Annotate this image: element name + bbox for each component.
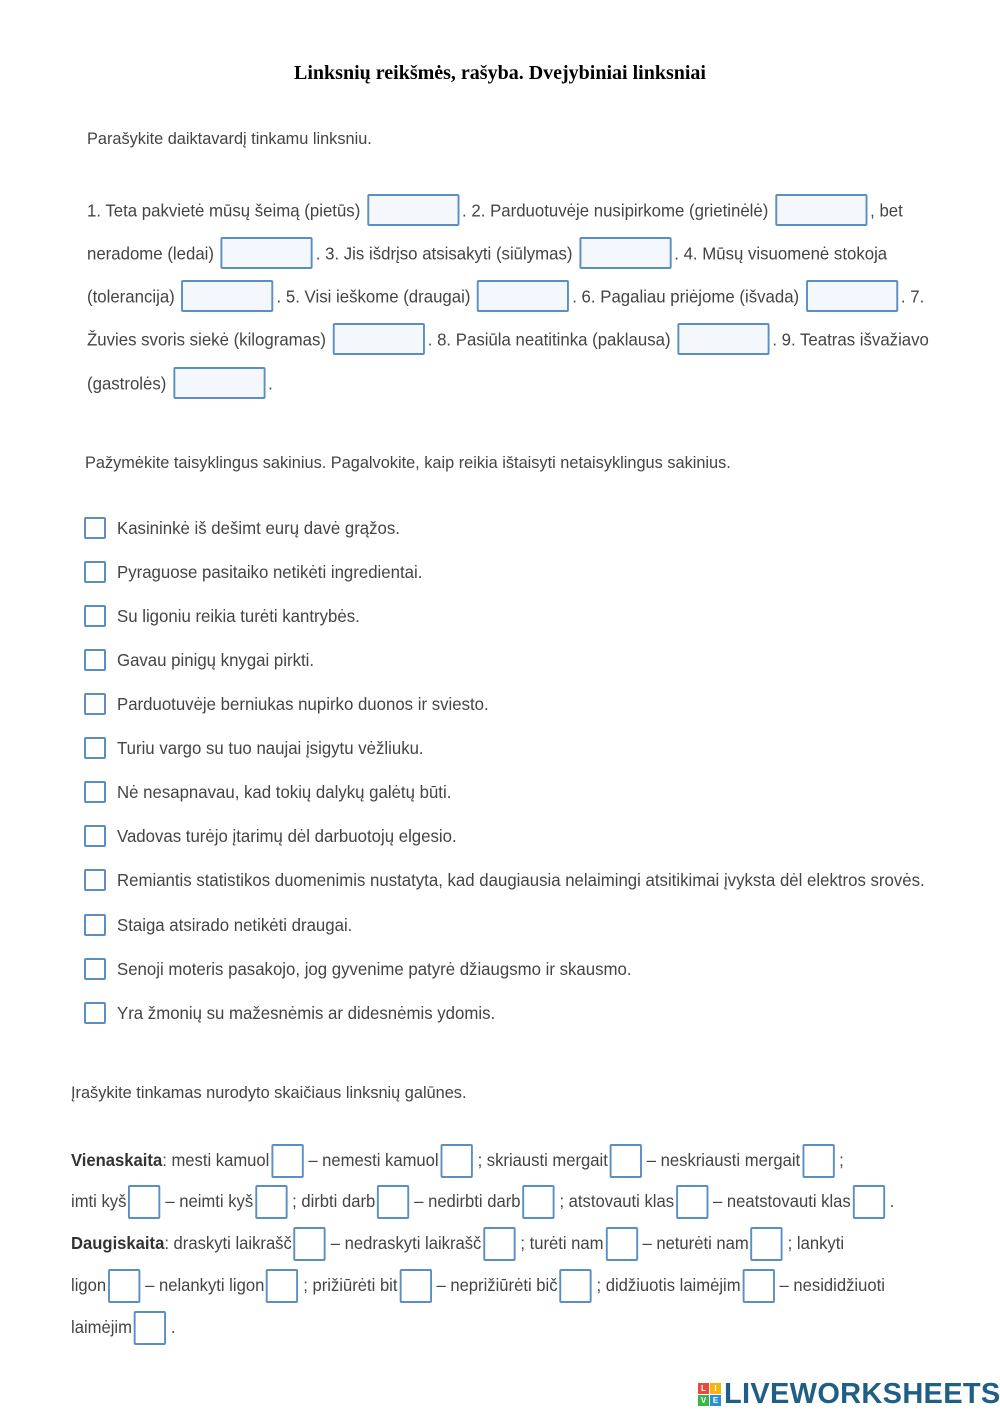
page-title: Linksnių reikšmės, rašyba. Dvejybiniai linksniai xyxy=(294,62,706,84)
text-segment: . xyxy=(268,373,273,394)
logo-mark-icon xyxy=(698,1383,721,1406)
fill-line-2 xyxy=(87,233,887,271)
text-segment: neradome (ledai) xyxy=(87,243,215,264)
ending-input[interactable] xyxy=(266,1269,298,1303)
checkbox-item[interactable] xyxy=(84,513,412,543)
text-segment: . 8. Pasiūla neatitinka (paklausa) xyxy=(427,329,671,350)
logo-letter: E xyxy=(710,1395,721,1406)
text-segment: ; didžiuotis laimėjim xyxy=(596,1275,741,1295)
checkbox-label: Vadovas turėjo įtarimų dėl darbuotojų elgesio. xyxy=(117,825,457,846)
text-segment: . xyxy=(170,1317,176,1337)
checkbox[interactable] xyxy=(84,517,106,539)
checkbox-item[interactable] xyxy=(84,910,362,940)
text-segment: ; skriausti mergait xyxy=(477,1150,608,1170)
text-segment: – nedraskyti laikrašč xyxy=(330,1233,482,1253)
checkbox-label: Turiu vargo su tuo naujai įsigytu vėžliuku. xyxy=(117,737,424,758)
checkbox[interactable] xyxy=(84,693,106,715)
checkbox-item[interactable] xyxy=(84,557,435,587)
checkbox-item[interactable] xyxy=(84,954,653,984)
ending-input[interactable] xyxy=(522,1185,554,1219)
ending-input[interactable] xyxy=(751,1227,783,1261)
checkbox-item[interactable] xyxy=(84,777,465,807)
text-segment: – neprižiūrėti bič xyxy=(436,1275,558,1295)
text-segment: – neskriausti mergait xyxy=(646,1150,801,1170)
answer-input-5[interactable] xyxy=(182,280,274,312)
text-segment: – nesididžiuoti xyxy=(779,1275,885,1295)
ending-input[interactable] xyxy=(742,1269,774,1303)
ending-input[interactable] xyxy=(610,1144,642,1178)
checkbox-label: Nė nesapnavau, kad tokių dalykų galėtų būti. xyxy=(117,781,452,802)
ending-input[interactable] xyxy=(802,1144,834,1178)
checkbox[interactable] xyxy=(84,781,106,803)
ending-input[interactable] xyxy=(108,1269,140,1303)
answer-input-9[interactable] xyxy=(677,323,769,355)
checkbox-label: Staiga atsirado netikėti draugai. xyxy=(117,914,353,935)
text-segment: ; dirbti darb xyxy=(292,1191,376,1211)
text-segment: (tolerancija) xyxy=(87,286,175,307)
checkbox-item[interactable] xyxy=(84,645,322,675)
ending-line-2 xyxy=(71,1181,894,1221)
ending-line-3 xyxy=(71,1223,844,1263)
answer-input-6[interactable] xyxy=(477,280,569,312)
liveworksheets-logo xyxy=(698,1378,1000,1411)
answer-input-3[interactable] xyxy=(221,237,313,269)
checkbox-item[interactable] xyxy=(84,733,436,763)
fill-line-4 xyxy=(87,319,929,357)
text-segment: . 5. Visi ieškome (draugai) xyxy=(276,286,471,307)
text-segment: ligon xyxy=(71,1275,107,1295)
text-segment: (gastrolės) xyxy=(87,373,167,394)
section2-instruction: Pažymėkite taisyklingus sakinius. Pagalvokite, kaip reikia ištaisyti netaisyklingus sakinius. xyxy=(85,453,731,472)
text-segment: . 4. Mūsų visuomenė stokoja xyxy=(674,243,888,264)
answer-input-4[interactable] xyxy=(579,237,671,269)
ending-input[interactable] xyxy=(134,1311,166,1345)
checkbox-item[interactable] xyxy=(84,821,471,851)
checkbox-label: Parduotuvėje berniukas nupirko duonos ir sviesto. xyxy=(117,693,489,714)
daugiskaita-label: Daugiskaita xyxy=(71,1233,165,1253)
ending-input[interactable] xyxy=(128,1185,160,1219)
checkbox-label: Gavau pinigų knygai pirkti. xyxy=(117,649,315,670)
checkbox[interactable] xyxy=(84,737,106,759)
ending-input[interactable] xyxy=(605,1227,637,1261)
text-segment: ; prižiūrėti bit xyxy=(303,1275,398,1295)
text-segment: – nelankyti ligon xyxy=(145,1275,265,1295)
checkbox-item[interactable] xyxy=(84,601,370,631)
text-segment: – neturėti nam xyxy=(642,1233,749,1253)
fill-line-5 xyxy=(87,363,273,401)
checkbox[interactable] xyxy=(84,869,106,891)
checkbox[interactable] xyxy=(84,561,106,583)
answer-input-8[interactable] xyxy=(333,323,425,355)
answer-input-7[interactable] xyxy=(806,280,898,312)
ending-input[interactable] xyxy=(483,1227,515,1261)
text-segment: Žuvies svoris siekė (kilogramas) xyxy=(87,329,326,350)
logo-letter: V xyxy=(698,1395,709,1406)
ending-input[interactable] xyxy=(377,1185,409,1219)
logo-letter: I xyxy=(710,1383,721,1394)
logo-text: LIVEWORKSHEETS xyxy=(724,1378,1000,1410)
checkbox[interactable] xyxy=(84,1002,106,1024)
text-segment: imti kyš xyxy=(71,1191,127,1211)
text-segment: , bet xyxy=(870,200,903,221)
ending-input[interactable] xyxy=(559,1269,591,1303)
checkbox[interactable] xyxy=(84,605,106,627)
checkbox[interactable] xyxy=(84,914,106,936)
text-segment: . xyxy=(889,1191,895,1211)
text-segment: 1. Teta pakvietė mūsų šeimą (pietūs) xyxy=(87,200,361,221)
checkbox-label: Yra žmonių su mažesnėmis ar didesnėmis ydomis. xyxy=(117,1002,496,1023)
text-segment: ; lankyti xyxy=(787,1233,845,1253)
text-segment: : draskyti laikrašč xyxy=(164,1233,292,1253)
text-segment: : mesti kamuol xyxy=(162,1150,270,1170)
ending-line-5 xyxy=(71,1307,176,1347)
checkbox[interactable] xyxy=(84,958,106,980)
text-segment: . 9. Teatras išvažiavo xyxy=(772,329,929,350)
ending-input[interactable] xyxy=(294,1227,326,1261)
text-segment: – neatstovauti klas xyxy=(712,1191,851,1211)
ending-input[interactable] xyxy=(399,1269,431,1303)
ending-line-1 xyxy=(71,1140,844,1180)
answer-input-2[interactable] xyxy=(775,194,867,226)
logo-letter: L xyxy=(698,1383,709,1394)
ending-input[interactable] xyxy=(676,1185,708,1219)
text-segment: – nemesti kamuol xyxy=(308,1150,439,1170)
checkbox[interactable] xyxy=(84,825,106,847)
answer-input-10[interactable] xyxy=(173,367,265,399)
text-segment: . 3. Jis išdrįso atsisakyti (siūlymas) xyxy=(315,243,573,264)
ending-input[interactable] xyxy=(853,1185,885,1219)
text-segment: – neimti kyš xyxy=(165,1191,254,1211)
text-segment: laimėjim xyxy=(71,1317,132,1337)
checkbox[interactable] xyxy=(84,649,106,671)
checkbox-item[interactable] xyxy=(84,689,504,719)
fill-line-3 xyxy=(87,276,924,314)
ending-line-4 xyxy=(71,1265,885,1305)
ending-input[interactable] xyxy=(255,1185,287,1219)
vienaskaita-label: Vienaskaita xyxy=(71,1150,163,1170)
checkbox-item[interactable] xyxy=(84,998,511,1028)
text-segment: – nedirbti darb xyxy=(414,1191,521,1211)
text-segment: ; atstovauti klas xyxy=(559,1191,675,1211)
text-segment: . 6. Pagaliau priėjome (išvada) xyxy=(572,286,800,307)
fill-line-1 xyxy=(87,190,903,228)
text-segment: ; xyxy=(839,1150,844,1170)
section3-instruction: Įrašykite tinkamas nurodyto skaičiaus linksnių galūnes. xyxy=(71,1083,467,1102)
checkbox-label: Kasininkė iš dešimt eurų davė grąžos. xyxy=(117,517,400,538)
ending-input[interactable] xyxy=(441,1144,473,1178)
answer-input-1[interactable] xyxy=(367,194,459,226)
checkbox-label: Senoji moteris pasakojo, jog gyvenime patyrė džiaugsmo ir skausmo. xyxy=(117,958,632,979)
checkbox-item[interactable] xyxy=(84,865,958,895)
checkbox-label: Remiantis statistikos duomenimis nustatyta, kad daugiausia nelaimingi atsitikimai įvyksta dėl elektros srovės. xyxy=(117,869,925,890)
text-segment: . 2. Parduotuvėje nusipirkome (grietinėlė) xyxy=(462,200,769,221)
checkbox-label: Su ligoniu reikia turėti kantrybės. xyxy=(117,605,360,626)
ending-input[interactable] xyxy=(271,1144,303,1178)
text-segment: ; turėti nam xyxy=(520,1233,604,1253)
checkbox-label: Pyraguose pasitaiko netikėti ingredientai. xyxy=(117,561,423,582)
section1-instruction: Parašykite daiktavardį tinkamu linksniu. xyxy=(87,129,372,148)
text-segment: . 7. xyxy=(900,286,925,307)
